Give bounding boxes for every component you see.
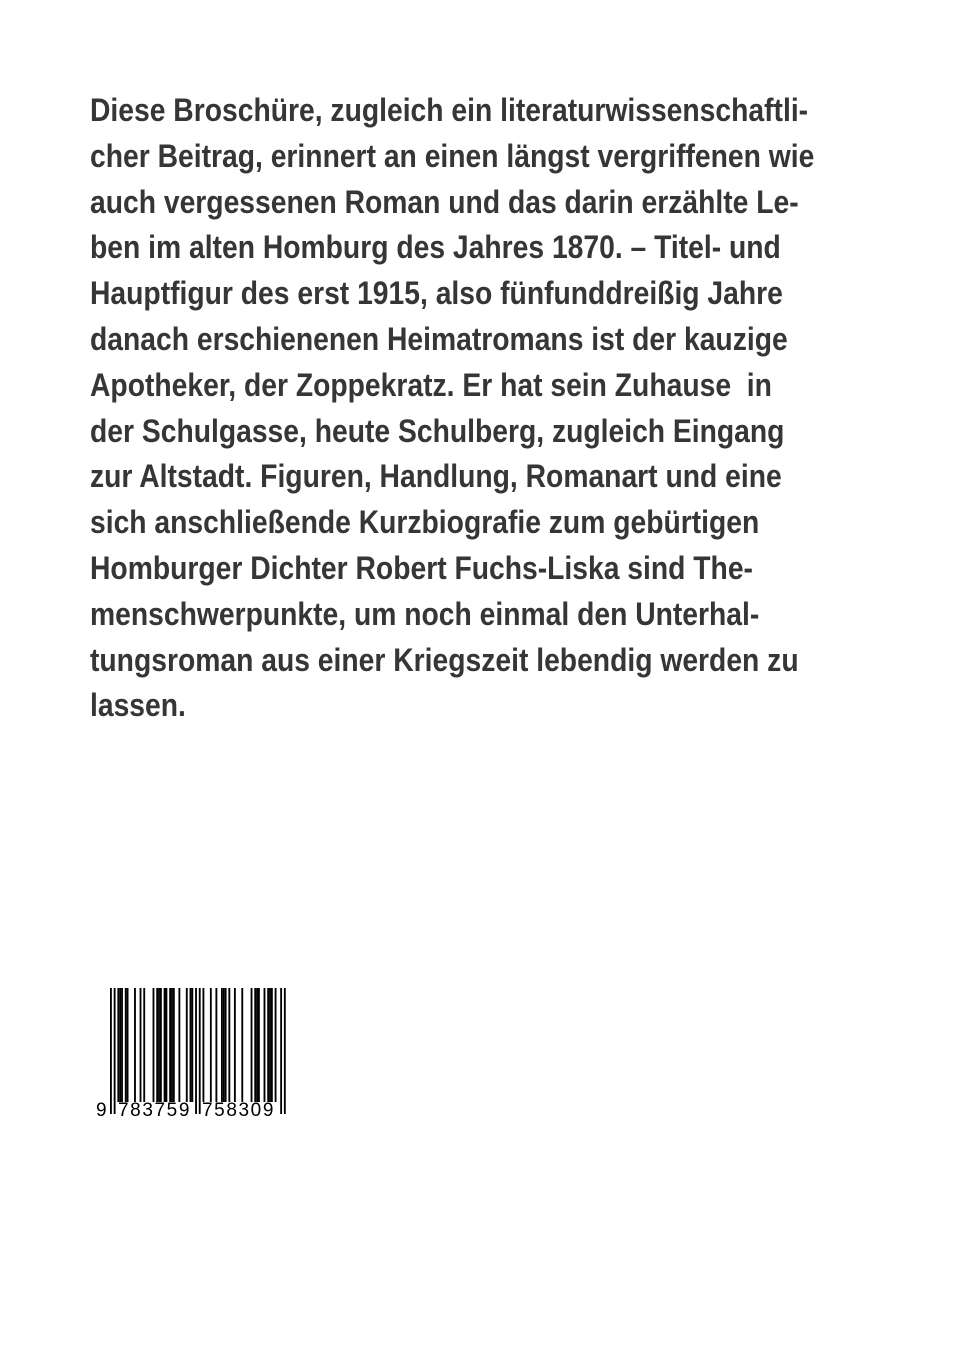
barcode-bar [160,988,162,1102]
barcode-bar [171,988,173,1102]
barcode-bar [158,988,160,1102]
barcode-bar [258,988,260,1102]
barcode-bar [190,988,192,1102]
barcode-bar [228,988,230,1102]
barcode-bar [110,988,112,1114]
barcode-bar [164,988,166,1102]
barcode-bar [114,988,116,1114]
barcode-bar [280,988,282,1114]
blurb-line: Hauptfigur des erst 1915, also fünfunddreißig Jahre [90,275,783,312]
blurb-paragraph [90,88,815,729]
blurb-line: tungsroman aus einer Kriegszeit lebendig werden zu [90,641,799,678]
barcode-bar [254,988,256,1102]
barcode-bar [210,988,212,1102]
barcode-bar [186,988,188,1102]
barcode-bar [121,988,123,1102]
barcode-bar [153,988,155,1102]
barcode-bar [117,988,119,1102]
barcode-bar [199,988,201,1114]
barcode-bar [271,988,273,1102]
blurb-line: menschwerpunkte, um noch einmal den Unterhal- [90,595,760,632]
barcode-bar [119,988,121,1102]
barcode-bar [215,988,217,1102]
barcode-bar [140,988,142,1102]
blurb-line: der Schulgasse, heute Schulberg, zugleich Eingang [90,412,785,449]
barcode-bar [191,988,193,1102]
barcode-bar [256,988,258,1102]
blurb-line: danach erschienenen Heimatromans ist der kauzige [90,320,788,357]
barcode-bar [195,988,197,1114]
barcode-bar [251,988,253,1102]
barcode-bar [203,988,205,1102]
barcode-bar [241,988,243,1102]
barcode-bar [127,988,129,1102]
blurb-line: Diese Broschüre, zugleich ein literaturwissenschaftli- [90,92,809,128]
barcode-bar [264,988,266,1102]
isbn-right-group: 758309 [202,1100,276,1121]
blurb-line: sich anschließende Kurzbiografie zum gebürtigen [90,504,760,541]
barcode-bar [178,988,180,1102]
barcode-bar [225,988,227,1102]
isbn-left-group: 783759 [118,1100,192,1121]
isbn-first-digit: 9 [96,1100,107,1121]
barcode-bar [125,988,127,1102]
blurb-line: Apotheker, der Zoppekratz. Er hat sein Zuhause in [90,366,772,403]
barcode-bar [269,988,271,1102]
blurb-line: lassen. [90,687,186,724]
blurb-line: ben im alten Homburg des Jahres 1870. – Titel- und [90,229,781,266]
barcode-bar [166,988,168,1102]
barcode-bar [143,988,145,1102]
barcode-bar [173,988,175,1102]
barcode-bars [96,988,286,1118]
barcode-bar [156,988,158,1102]
barcode-bar [234,988,236,1102]
barcode-bar [275,988,277,1102]
blurb-line: zur Altstadt. Figuren, Handlung, Romanart und eine [90,458,782,495]
barcode-bar [169,988,171,1102]
blurb-line: cher Beitrag, erinnert an einen längst vergriffenen wie [90,137,815,174]
isbn-barcode [96,988,286,1128]
barcode-bar [221,988,223,1102]
blurb-line: Homburger Dichter Robert Fuchs-Liska sind The- [90,549,753,586]
barcode-bar [134,988,136,1102]
barcode-bar [284,988,286,1114]
isbn-digits [96,1100,286,1124]
barcode-bar [223,988,225,1102]
barcode-bar [267,988,269,1102]
blurb-line: auch vergessenen Roman und das darin erzählte Le- [90,183,799,220]
